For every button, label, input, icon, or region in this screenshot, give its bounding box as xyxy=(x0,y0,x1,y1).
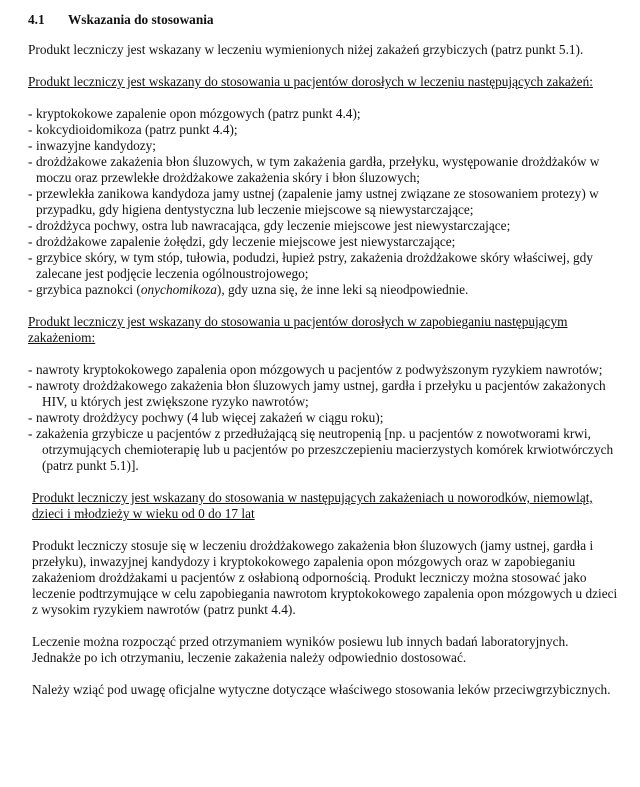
list-item: - nawroty drożdżycy pochwy (4 lub więcej zakażeń w ciągu roku); xyxy=(28,410,384,425)
section-number: 4.1 xyxy=(28,12,45,27)
pediatric-paragraph: Produkt leczniczy stosuje się w leczeniu drożdżakowego zakażenia błon śluzowych (jamy ustnej, gardła i przełyku), inwazyjnej kandydozy i kryptokokowego zapalenia opon mózgowych oraz w zapobieganiu zakażeniom drożdżakami u pacjentów z osłabioną odpornością. Produkt leczniczy można stosować jako leczenie podtrzymujące w celu zapobiegania nawrotom kryptokokowego zapalenia opon mózgowych u dzieci z wysokim ryzykiem nawrotów (patrz punkt 4.4). xyxy=(32,538,618,617)
list-item: - drożdżakowe zapalenie żołędzi, gdy leczenie miejscowe jest niewystarczające; xyxy=(28,234,456,249)
list-item: - drożdżyca pochwy, ostra lub nawracająca, gdy leczenie miejscowe jest niewystarczające; xyxy=(28,218,511,233)
pediatric-title: Produkt leczniczy jest wskazany do stosowania w następujących zakażeniach u noworodków, niemowląt, dzieci i młodzieży w wieku od 0 do 17 lat xyxy=(32,490,593,521)
treatment-list xyxy=(28,106,618,298)
list-item: - przewlekła zanikowa kandydoza jamy ustnej (zapalenie jamy ustnej związane ze stosowaniem protezy) w przypadku, gdy higiena dentystyczna lub leczenie miejscowe są niewystarczające; xyxy=(28,186,599,217)
list-item: - inwazyjne kandydozy; xyxy=(28,138,157,153)
treatment-title: Produkt leczniczy jest wskazany do stosowania u pacjentów dorosłych w leczeniu następujących zakażeń: xyxy=(28,74,593,89)
list-item: - zakażenia grzybicze u pacjentów z przedłużającą się neutropenią [np. u pacjentów z nowotworami krwi, otrzymujących chemioterapię lub u pacjentów po przeszczepieniu macierzystych komórek krwiotwórczych (patrz punkt 5.1)]. xyxy=(28,426,614,473)
list-item: - grzybice skóry, w tym stóp, tułowia, podudzi, łupież pstry, zakażenia drożdżakowe skóry właściwej, gdy zalecane jest podjęcie leczenia ogólnoustrojowego; xyxy=(28,250,593,281)
prevention-title: Produkt leczniczy jest wskazany do stosowania u pacjentów dorosłych w zapobieganiu następującym zakażeniom: xyxy=(28,314,568,345)
guidelines-paragraph: Należy wziąć pod uwagę oficjalne wytyczne dotyczące właściwego stosowania leków przeciwgrzybicznych. xyxy=(32,682,611,697)
section-heading xyxy=(28,12,618,28)
list-item: - nawroty kryptokokowego zapalenia opon mózgowych u pacjentów z podwyższonym ryzykiem nawrotów; xyxy=(28,362,603,377)
list-item: - grzybica paznokci (onychomikoza), gdy uzna się, że inne leki są nieodpowiednie. xyxy=(28,282,469,297)
italic-term: onychomikoza xyxy=(140,282,217,297)
intro-paragraph: Produkt leczniczy jest wskazany w leczeniu wymienionych niżej zakażeń grzybiczych (patrz punkt 5.1). xyxy=(28,42,584,57)
list-item: - kryptokokowe zapalenie opon mózgowych (patrz punkt 4.4); xyxy=(28,106,361,121)
prevention-list xyxy=(28,362,618,474)
pediatric-section xyxy=(28,490,618,698)
list-item: - drożdżakowe zakażenia błon śluzowych, w tym zakażenia gardła, przełyku, występowanie drożdżaków w moczu oraz przewlekłe drożdżakowe zakażenia skóry i błon śluzowych; xyxy=(28,154,600,185)
section-title: Wskazania do stosowania xyxy=(68,12,214,27)
document-page xyxy=(28,12,618,714)
list-item: - kokcydioidomikoza (patrz punkt 4.4); xyxy=(28,122,238,137)
list-item: - nawroty drożdżakowego zakażenia błon śluzowych jamy ustnej, gardła i przełyku u pacjentów zakażonych HIV, u których jest zwiększone ryzyko nawrotów; xyxy=(28,378,606,409)
lab-paragraph: Leczenie można rozpocząć przed otrzymaniem wyników posiewu lub innych badań laboratoryjnych. Jednakże po ich otrzymaniu, leczenie zakażenia należy odpowiednio dostosować. xyxy=(32,634,569,665)
